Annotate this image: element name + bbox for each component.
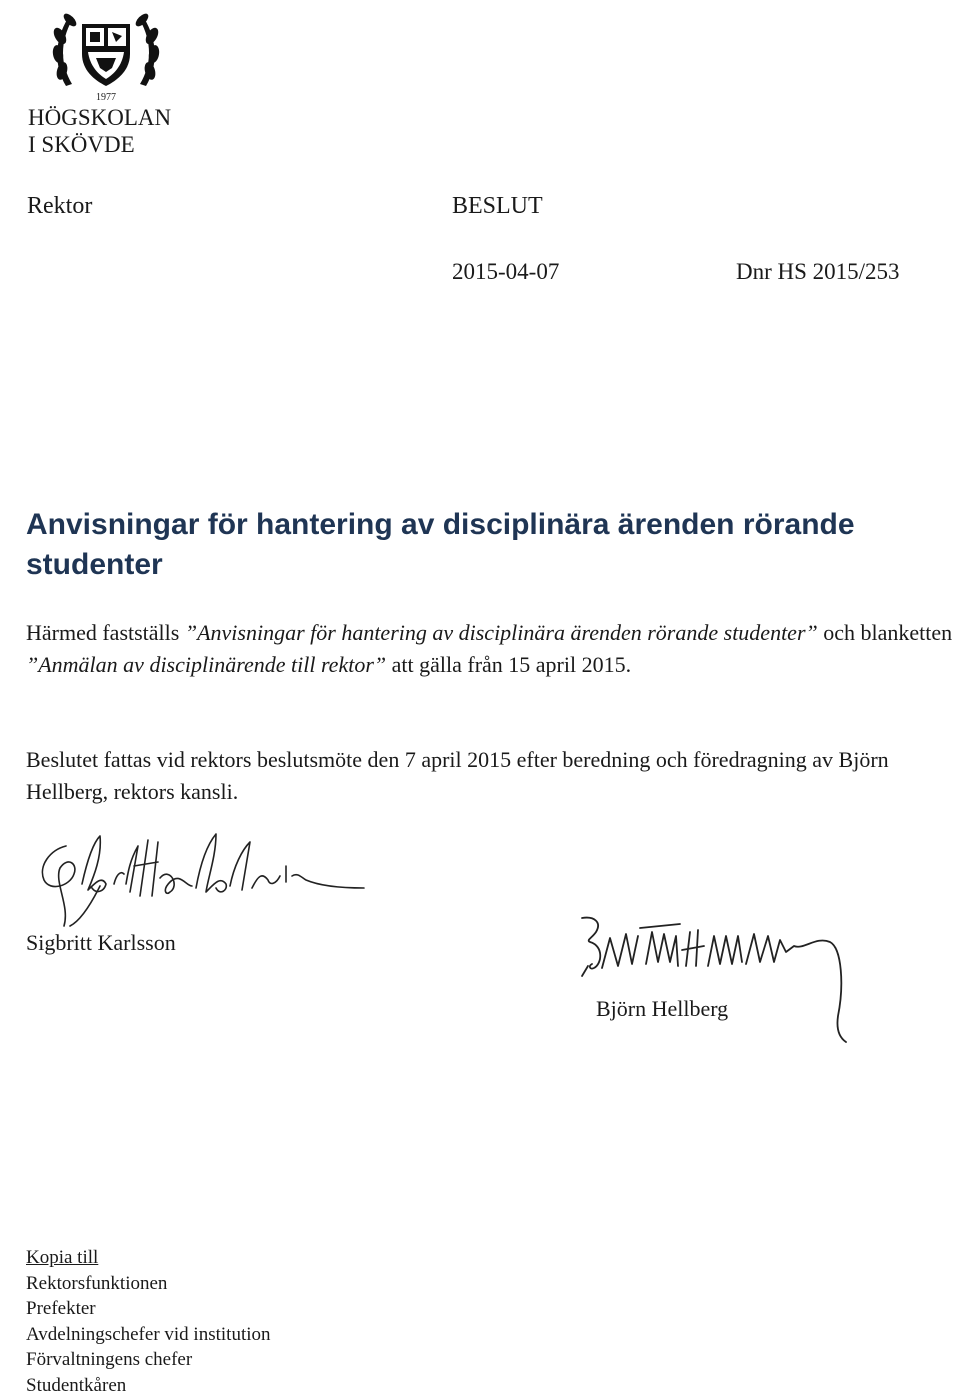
paragraph-outro: att gälla från 15 april 2015. (386, 652, 631, 677)
copies-heading: Kopia till (26, 1245, 271, 1271)
institution-name (28, 104, 171, 158)
institution-name-line2: I SKÖVDE (28, 131, 171, 158)
recipient: Rektorsfunktionen (26, 1271, 271, 1297)
decision-paragraph (26, 617, 956, 681)
recipient: Avdelningschefer vid institution (26, 1322, 271, 1348)
document-title: Anvisningar för hantering av disciplinära ärenden rörande studenter (26, 505, 926, 585)
paragraph-intro: Härmed fastställs (26, 620, 185, 645)
sender: Rektor (27, 193, 92, 220)
recipient: Prefekter (26, 1296, 271, 1322)
form-name: ”Anmälan av disciplinärende till rektor” (26, 652, 386, 677)
recipient: Förvaltningens chefer (26, 1347, 271, 1373)
guidelines-document-name: ”Anvisningar för hantering av disciplinära ärenden rörande studenter” (185, 620, 818, 645)
document-type: BESLUT (452, 193, 543, 220)
handwritten-signature-1 (30, 826, 370, 936)
copy-distribution (26, 1245, 271, 1398)
recipient: Studentkåren (26, 1373, 271, 1398)
document-date: 2015-04-07 (452, 259, 559, 285)
institution-name-line1: HÖGSKOLAN (28, 104, 171, 131)
handwritten-signature-2 (580, 906, 880, 1056)
procedure-paragraph: Beslutet fattas vid rektors beslutsmöte den 7 april 2015 efter beredning och föredragning av Björn Hellberg, rektors kansli. (26, 744, 956, 808)
university-crest-icon (46, 6, 166, 96)
signer-name-2: Björn Hellberg (596, 996, 728, 1022)
signer-name-1: Sigbritt Karlsson (26, 930, 176, 956)
logo-year: 1977 (96, 92, 116, 103)
paragraph-middle: och blanketten (818, 620, 952, 645)
registration-number: Dnr HS 2015/253 (736, 259, 900, 285)
